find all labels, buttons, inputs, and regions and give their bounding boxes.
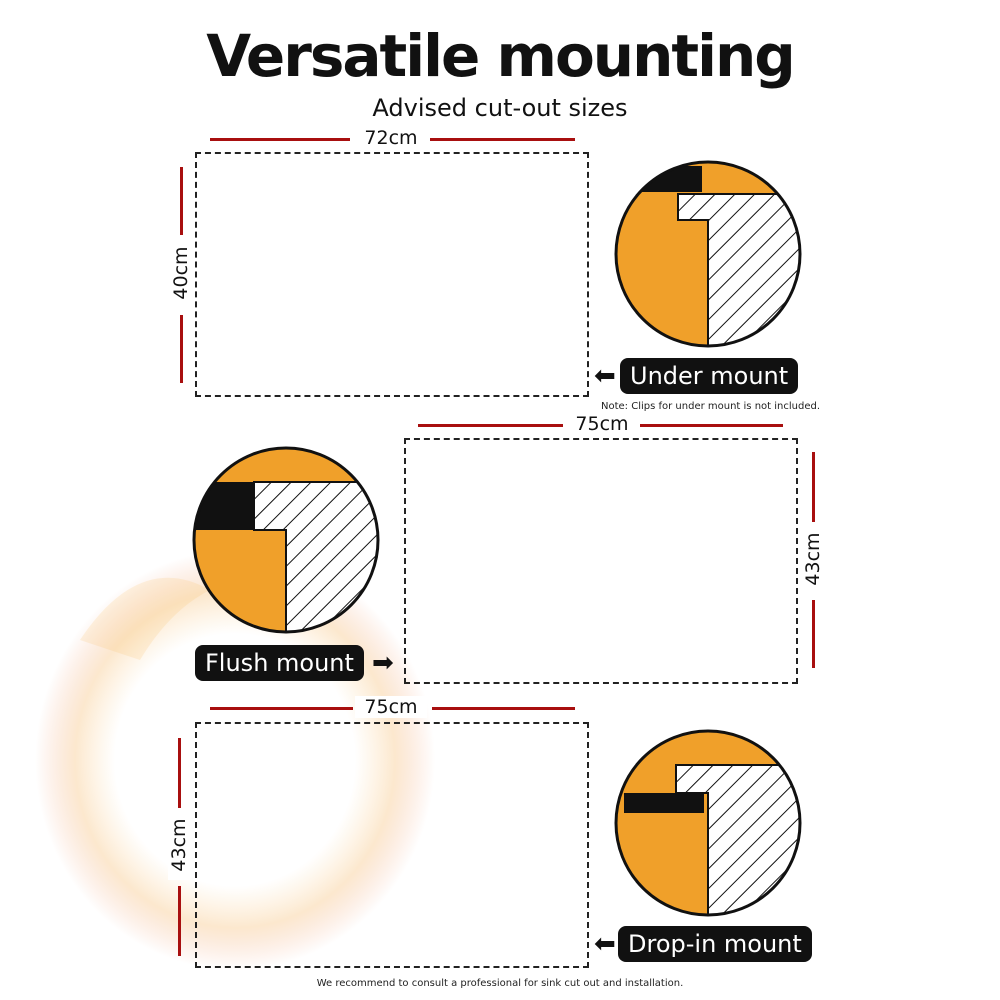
under-mount-diagram-icon — [612, 158, 804, 350]
height-label: 43cm — [168, 810, 190, 880]
flush-mount-diagram-icon — [190, 444, 382, 636]
width-dimension-line-left — [210, 138, 350, 141]
width-label: 75cm — [355, 696, 427, 718]
flush-mount-label: Flush mount — [195, 645, 364, 681]
height-dimension-line-bottom — [178, 886, 181, 956]
cut-out-rectangle — [404, 438, 798, 684]
drop-in-mount-label: Drop-in mount — [618, 926, 812, 962]
width-dimension-line-left — [418, 424, 563, 427]
under-mount-label: Under mount — [620, 358, 798, 394]
height-dimension-line-bottom — [180, 315, 183, 383]
width-dimension-line-right — [640, 424, 783, 427]
page-title: Versatile mounting — [206, 22, 794, 90]
drop-in-mount-diagram-icon — [612, 727, 804, 919]
height-dimension-line-top — [812, 452, 815, 522]
height-dimension-line-bottom — [812, 600, 815, 668]
cut-out-rectangle — [195, 152, 589, 397]
height-label: 40cm — [170, 238, 192, 308]
installation-footnote: We recommend to consult a professional for sink cut out and installation. — [316, 978, 684, 989]
height-label: 43cm — [802, 524, 824, 594]
arrow-right-icon: ➡ — [372, 648, 394, 678]
height-dimension-line-top — [178, 738, 181, 808]
under-mount-note: Note: Clips for under mount is not included. — [601, 401, 821, 412]
arrow-left-icon: ⬅ — [594, 361, 616, 391]
width-dimension-line-right — [430, 138, 575, 141]
arrow-left-icon: ⬅ — [594, 929, 616, 959]
width-dimension-line-left — [210, 707, 353, 710]
height-dimension-line-top — [180, 167, 183, 235]
width-label: 75cm — [566, 413, 638, 435]
cut-out-rectangle — [195, 722, 589, 968]
width-label: 72cm — [355, 127, 427, 149]
width-dimension-line-right — [432, 707, 575, 710]
page-subtitle: Advised cut-out sizes — [372, 94, 628, 122]
